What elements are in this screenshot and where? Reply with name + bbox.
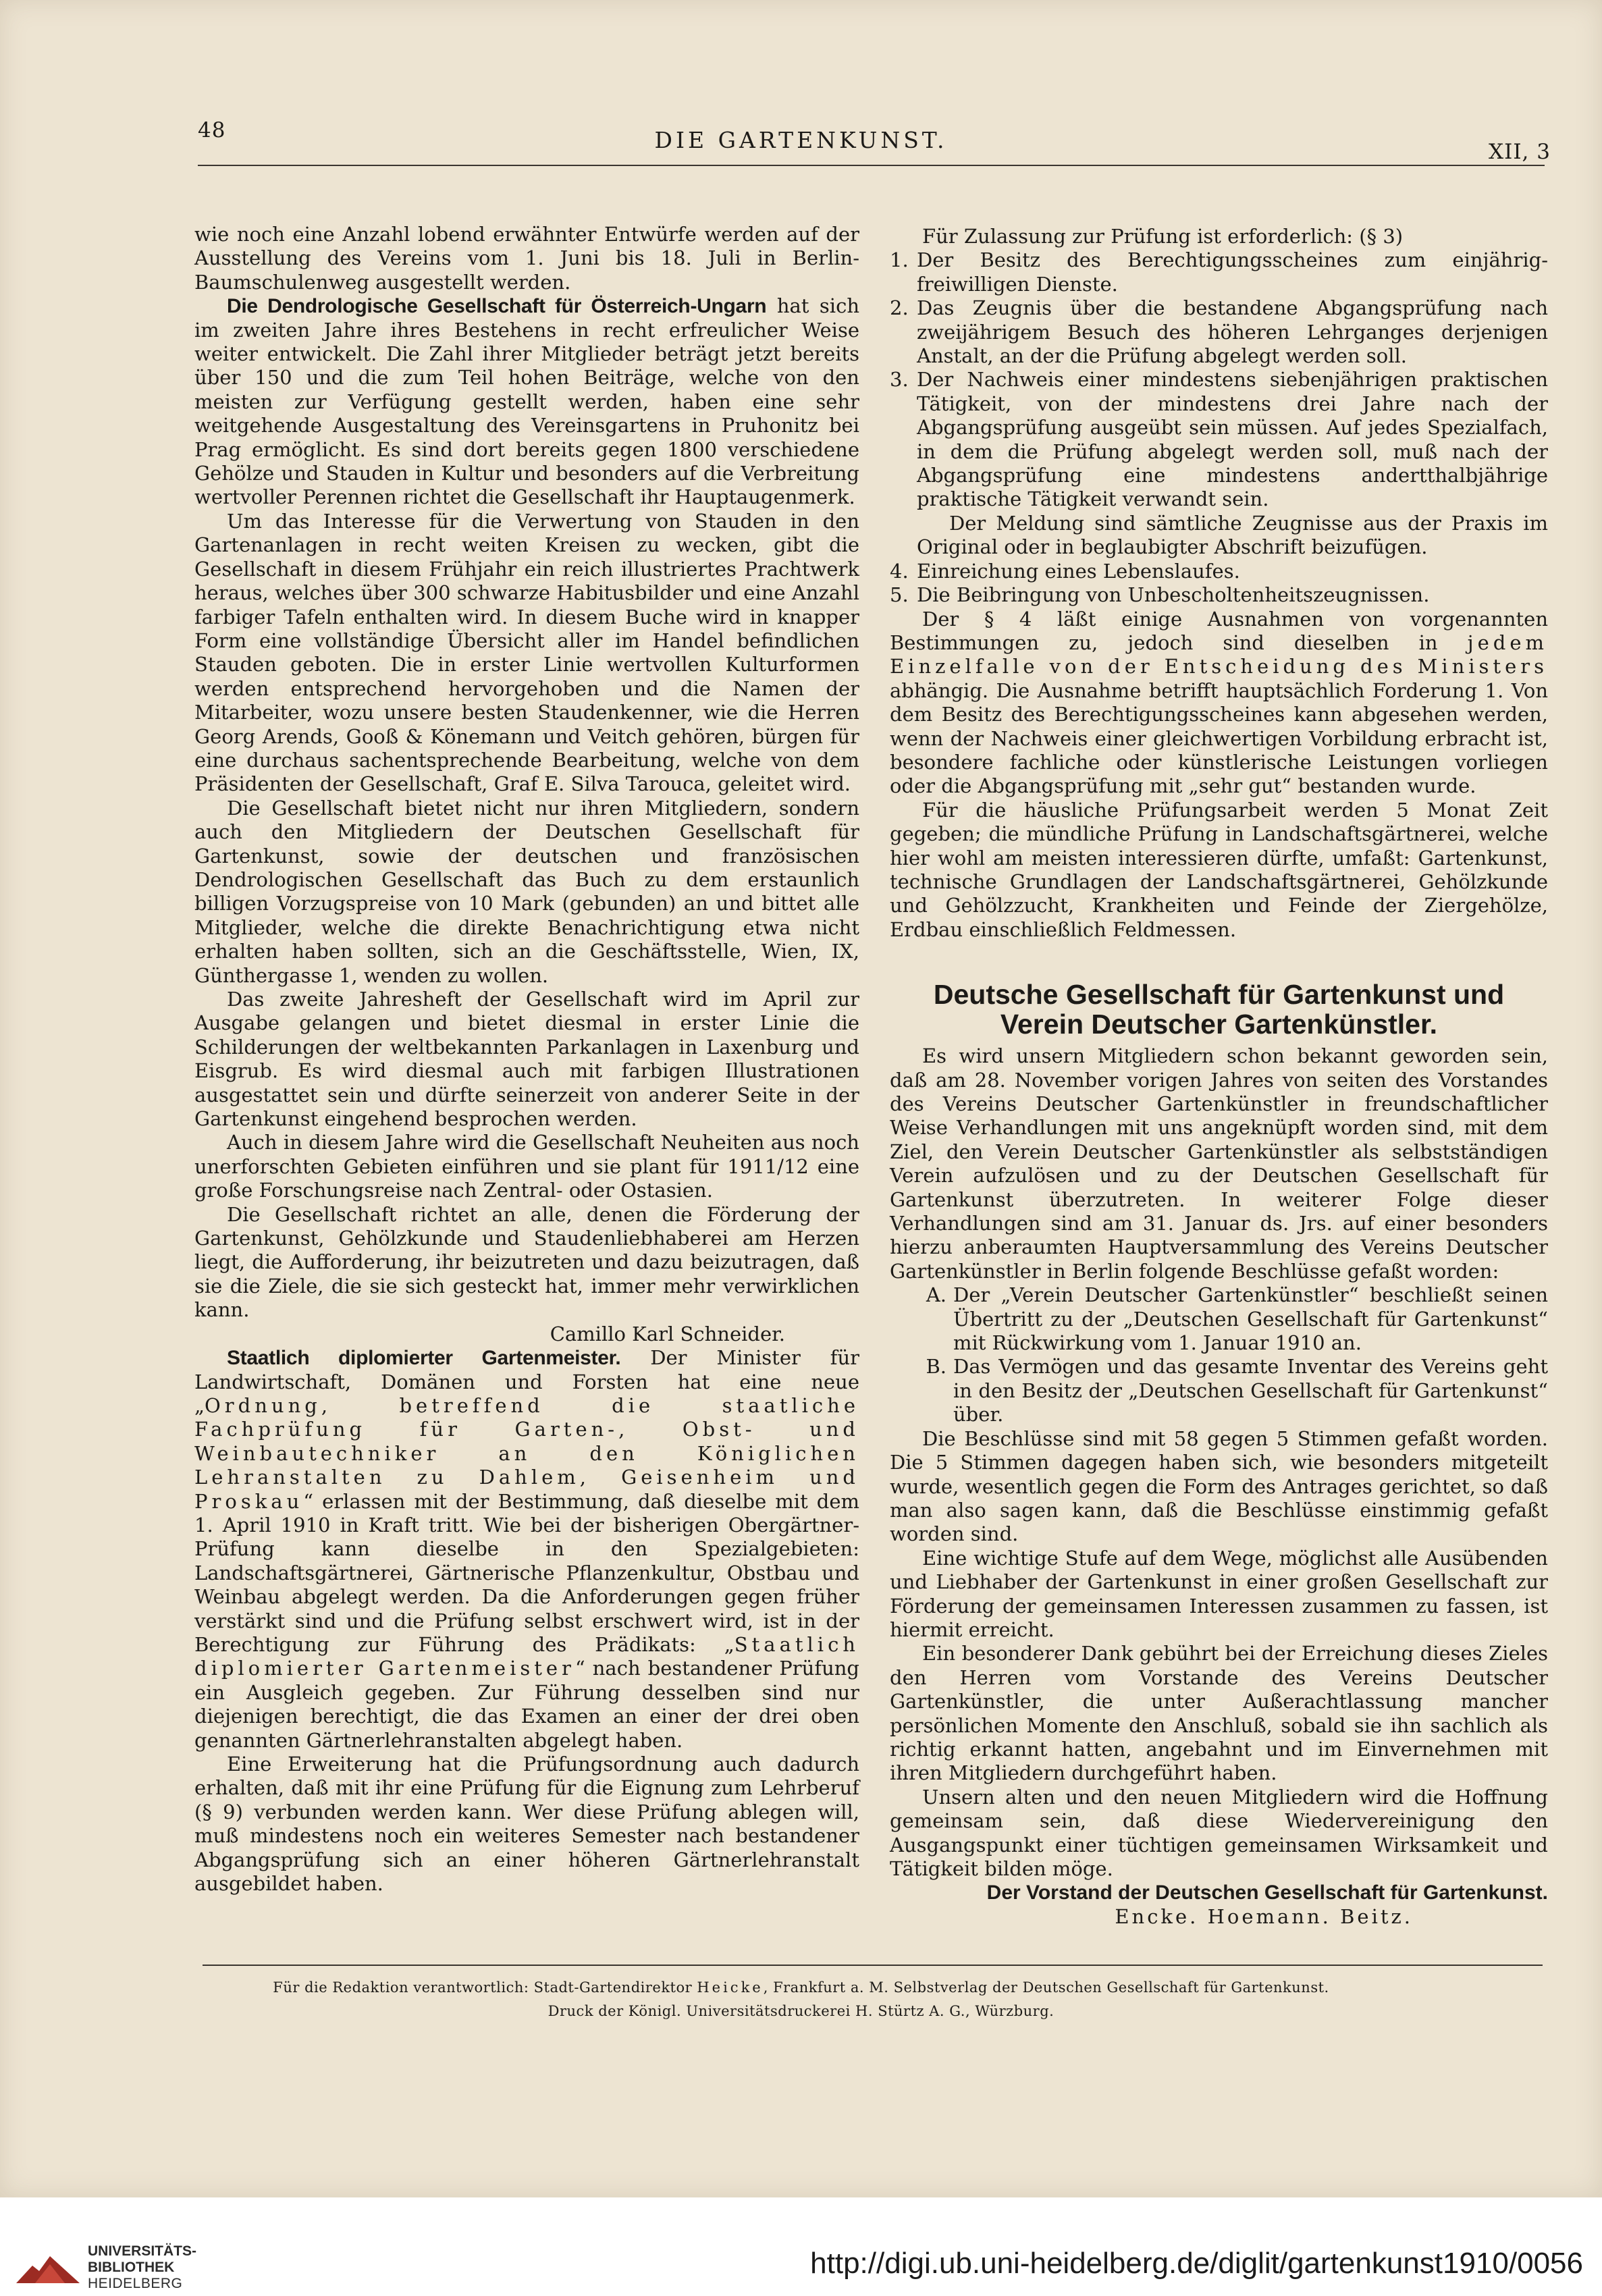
requirements-list bbox=[890, 248, 1548, 607]
board-names: Encke. Hoemann. Beitz. bbox=[1115, 1904, 1413, 1928]
board-signature: Der Vorstand der Deutschen Gesellschaft für Gartenkunst. bbox=[986, 1881, 1548, 1904]
page-number: 48 bbox=[198, 118, 226, 142]
list-item: B. Das Vermögen und das gesamte Inventar des Vereins geht in den Besitz der „Deutschen Gesellschaft für Gartenkunst“ über. bbox=[926, 1355, 1548, 1426]
imprint bbox=[0, 1976, 1602, 2023]
paragraph: Der § 4 läßt einige Ausnahmen von vorgenannten Bestimmungen zu, jedoch sind dieselben in jedem Einzelfalle von der Entscheidung des Ministers abhängig. Die Ausnahme betrifft hauptsächlich Forderung 1. Von dem Besitz des Berechtigungsscheines kann abgesehen werden, wenn der Nachweis einer gleichwertigen Vorbildung erbracht ist, besondere fachliche oder künstlerische Leistungen vorliegen oder die Abgangsprüfung mit „sehr gut“ bestanden wurde. bbox=[890, 607, 1548, 798]
paragraph: Auch in diesem Jahre wird die Gesellschaft Neuheiten aus noch unerforschten Gebieten einführen und sie plant für 1911/12 eine große Forschungsreise nach Zentral- oder Ostasien. bbox=[194, 1131, 859, 1202]
paragraph: Staatlich diplomierter Gartenmeister. Der Minister für Landwirtschaft, Domänen und Forsten hat eine neue „Ordnung, betreffend die staatliche Fachprüfung für Garten-, Obst- und Weinbautechniker an den Königlichen Lehranstalten zu Dahlem, Geisenheim und Proskau“ erlassen mit der Bestimmung, daß dieselbe mit dem 1. April 1910 in Kraft tritt. Wie bei der bisherigen Obergärtner-Prüfung kann dieselbe in den Spezialgebieten: Landschaftsgärtnerei, Gärtnerische Pflanzenkultur, Obstbau und Weinbau abgelegt werden. Da die Anforderungen gegen früher verstärkt sind und die Prüfung selbst erschwert wird, ist in der Berechtigung zur Führung des Prädikats: „Staatlich diplomierter Gartenmeister“ nach bestandener Prüfung ein Ausgleich gegeben. Zur Führung desselben sind nur diejenigen berechtigt, die das Examen an einer der drei oben genannten Gärtnerlehranstalten abgelegt haben. bbox=[194, 1346, 860, 1752]
footer-rule bbox=[203, 1965, 1543, 1966]
section-heading: Staatlich diplomierter Gartenmeister. bbox=[227, 1347, 621, 1370]
paragraph: Um das Interesse für die Verwertung von Stauden in den Gartenanlagen in recht weiten Kreisen zu wecken, gibt die Gesellschaft in diesem Frühjahr ein reich illustriertes Prachtwerk heraus, welches über 300 schwarze Habitusbilder und eine Anzahl farbiger Tafeln enthalten wird. In diesem Buche wird in knapper Form eine vollständige Übersicht aller im Handel befindlichen Stauden geboten. Die in erster Linie wertvollen Kulturformen werden entsprechend hervorgehoben und die Namen der Mitarbeiter, wozu unsere besten Staudenkenner, wie die Herren Georg Arends, Gooß & Könemann und Veitch gehören, bürgen für eine durchaus sachentsprechende Bearbeitung, welche von dem Präsidenten der Gesellschaft, Graf E. Silva Tarouca, geleitet wird. bbox=[194, 509, 859, 796]
section-heading: Die Dendrologische Gesellschaft für Österreich-Ungarn bbox=[227, 295, 767, 318]
list-item: A. Der „Verein Deutscher Gartenkünstler“ beschließt seinen Übertritt zu der „Deutschen Gesellschaft für Gartenkunst“ mit Rückwirkung vom 1. Januar 1910 an. bbox=[926, 1283, 1548, 1355]
imprint-line: Für die Redaktion verantwortlich: Stadt-Gartendirektor Heicke, Frankfurt a. M. Selbstverlag der Deutschen Gesellschaft für Gartenkunst. bbox=[273, 1979, 1329, 1996]
paragraph: Die Dendrologische Gesellschaft für Österreich-Ungarn hat sich im zweiten Jahre ihres Bestehens in recht erfreulicher Weise weiter entwickelt. Die Zahl ihrer Mitglieder beträgt jetzt bereits über 150 und die zum Teil hohen Beiträge, welche von den meisten zur Verfügung gestellt werden, haben eine sehr weitgehende Ausgestaltung des Vereinsgartens in Pruhonitz bei Prag ermöglicht. Es sind dort bereits gegen 1800 verschiedene Gehölze und Stauden in Kultur und besonders auf die Verbreitung wertvoller Perennen richtet die Gesellschaft ihr Hauptaugenmerk. bbox=[194, 294, 859, 509]
header-rule bbox=[198, 165, 1545, 166]
left-column bbox=[194, 223, 859, 1896]
library-logo-icon bbox=[15, 2252, 81, 2285]
paragraph: Ein besonderer Dank gebührt bei der Erreichung dieses Zieles den Herren vom Vorstande des Vereins Deutscher Gartenkünstler, die unter Außerachtlassung mancher persönlichen Momente den Anschluß, sobald sie ihn sachlich als richtig erkannt hatten, angebahnt und im Einvernehmen mit ihren Mitgliedern durchgeführt haben. bbox=[890, 1642, 1548, 1785]
list-item: 5. Die Beibringung von Unbescholtenheitszeugnissen. bbox=[890, 583, 1430, 607]
list-item: 2. Das Zeugnis über die bestandene Abgangsprüfung nach zweijährigem Besuch des höheren Lehrganges derjenigen Anstalt, an der die Prüfung abgelegt werden soll. bbox=[890, 296, 1548, 368]
paragraph: Das zweite Jahresheft der Gesellschaft wird im April zur Ausgabe gelangen und bietet diesmal in erster Linie die Schilderungen der weltbekannten Parkanlagen in Laxenburg und Eisgrub. Es wird diesmal auch mit farbigen Illustrationen ausgestattet sein und dürfte seinerzeit von anderer Seite in der Gartenkunst eingehend besprochen werden. bbox=[194, 988, 859, 1131]
spaced-text: jedem Einzelfalle von der Entscheidung des Ministers bbox=[890, 631, 1548, 678]
article-heading: Deutsche Gesellschaft für Gartenkunst und Verein Deutscher Gartenkünstler. bbox=[933, 979, 1505, 1040]
paragraph: Für die häusliche Prüfungsarbeit werden 5 Monat Zeit gegeben; die mündliche Prüfung in Landschaftsgärtnerei, welche hier wohl am meisten interessieren dürfte, umfaßt: Gartenkunst, technische Grundlagen der Landschaftsgärtnerei, Gehölzkunde und Gehölzzucht, Krankheiten und Feinde der Ziergehölze, Erdbau einschließlich Feldmessen. bbox=[890, 798, 1548, 941]
library-name: UNIVERSITÄTS- BIBLIOTHEK HEIDELBERG bbox=[88, 2243, 197, 2291]
journal-title: DIE GARTENKUNST. bbox=[654, 127, 948, 153]
list-item-note: Der Meldung sind sämtliche Zeugnisse aus der Praxis im Original oder in beglaubigter Abschrift beizufügen. bbox=[917, 511, 1548, 559]
right-column bbox=[890, 225, 1548, 1929]
paragraph: wie noch eine Anzahl lobend erwähnter Entwürfe werden auf der Ausstellung des Vereins vom 1. Juni bis 18. Juli in Berlin-Baumschulenweg ausgestellt werden. bbox=[194, 223, 859, 294]
paragraph: Für Zulassung zur Prüfung ist erforderlich: (§ 3) bbox=[922, 225, 1404, 248]
paragraph: Die Gesellschaft bietet nicht nur ihren Mitgliedern, sondern auch den Mitgliedern der Deutschen Gesellschaft für Gartenkunst, sowie der deutschen und französischen Dendrologischen Gesellschaft das Buch zu dem erstaunlich billigen Vorzugspreise von 10 Mark (gebunden) an und bittet alle Mitglieder, welche die direkte Benachrichtigung etwa nicht erhalten haben sollten, sich an die Geschäftsstelle, Wien, IX, Günthergasse 1, wenden zu wollen. bbox=[194, 796, 859, 987]
paragraph: Die Gesellschaft richtet an alle, denen die Förderung der Gartenkunst, Gehölzkunde und Staudenliebhaberei am Herzen liegt, die Aufforderung, ihr beizutreten und dazu beizutragen, daß sie die Ziele, die sie sich gesteckt hat, immer mehr verwirklichen kann. bbox=[194, 1202, 859, 1322]
paragraph: Die Beschlüsse sind mit 58 gegen 5 Stimmen gefaßt worden. Die 5 Stimmen dagegen haben sich, wie besonders mitgeteilt wurde, wesentlich gegen die Form des Antrages gerichtet, so daß man also sagen kann, daß die Beschlüsse einstimmig gefaßt worden sind. bbox=[890, 1426, 1548, 1546]
list-item: 1. Der Besitz des Berechtigungsscheines zum einjährig-freiwilligen Dienste. bbox=[890, 248, 1548, 296]
list-item: 4. Einreichung eines Lebenslaufes. bbox=[890, 559, 1240, 583]
issue-number: XII, 3 bbox=[1489, 140, 1551, 164]
paragraph: Eine Erweiterung hat die Prüfungsordnung auch dadurch erhalten, daß mit ihr eine Prüfung für die Eignung zum Lehrberuf (§ 9) verbunden werden kann. Wer diese Prüfung ablegen will, muß mindestens noch ein weiteres Semester nach bestandener Abgangsprüfung sich an einer höheren Gärtnerlehranstalt ausgebildet haben. bbox=[194, 1753, 859, 1896]
paragraph: Eine wichtige Stufe auf dem Wege, möglichst alle Ausübenden und Liebhaber der Gartenkunst in einer großen Gesellschaft zur Förderung der gemeinsamen Interessen zusammen zu fassen, ist hiermit erreicht. bbox=[890, 1546, 1548, 1641]
spaced-text: Staatlich diplomierter Gartenmeister bbox=[194, 1632, 859, 1680]
author-signature: Camillo Karl Schneider. bbox=[550, 1322, 785, 1345]
imprint-line: Druck der Königl. Universitätsdruckerei H. Stürtz A. G., Würzburg. bbox=[548, 2003, 1054, 2019]
list-item: 3. Der Nachweis einer mindestens siebenjährigen praktischen Tätigkeit, von der mindestens drei Jahre nach der Abgangsprüfung ausgeübt sein müssen. Auf jedes Spezialfach, in dem die Prüfung abgelegt werden soll, muß nach der Abgangsprüfung eine mindestens andertthalbjährige praktische Tätigkeit verwandt sein. bbox=[890, 368, 1548, 511]
paragraph: Unsern alten und den neuen Mitgliedern wird die Hoffnung gemeinsam sein, daß diese Wiedervereinigung den Ausgangspunkt einer tüchtigen gemeinsamen Wirksamkeit und Tätigkeit bilden möge. bbox=[890, 1785, 1548, 1880]
paragraph: Es wird unsern Mitgliedern schon bekannt geworden sein, daß am 28. November vorigen Jahres von seiten des Vorstandes des Vereins Deutscher Gartenkünstler in freundschaftlicher Weise Verhandlungen mit uns angeknüpft worden sind, mit dem Ziel, den Verein Deutscher Gartenkünstler als selbstständigen Verein aufzulösen und zu der Deutschen Gesellschaft für Gartenkunst überzutreten. In weiterer Folge dieser Verhandlungen sind am 31. Januar ds. Jrs. auf einer besonders hierzu anberaumten Hauptversammlung des Vereins Deutscher Gartenkünstler in Berlin folgende Beschlüsse gefaßt worden: bbox=[890, 1044, 1548, 1283]
spaced-text: Ordnung, betreffend die staatliche Fachprüfung für Garten-, Obst- und Weinbautechniker an den Königlichen Lehranstalten zu Dahlem, Geisenheim und Proskau bbox=[194, 1393, 859, 1513]
resolutions-list bbox=[890, 1283, 1548, 1426]
source-url[interactable]: http://digi.ub.uni-heidelberg.de/diglit/gartenkunst1910/0056 bbox=[810, 2247, 1583, 2280]
